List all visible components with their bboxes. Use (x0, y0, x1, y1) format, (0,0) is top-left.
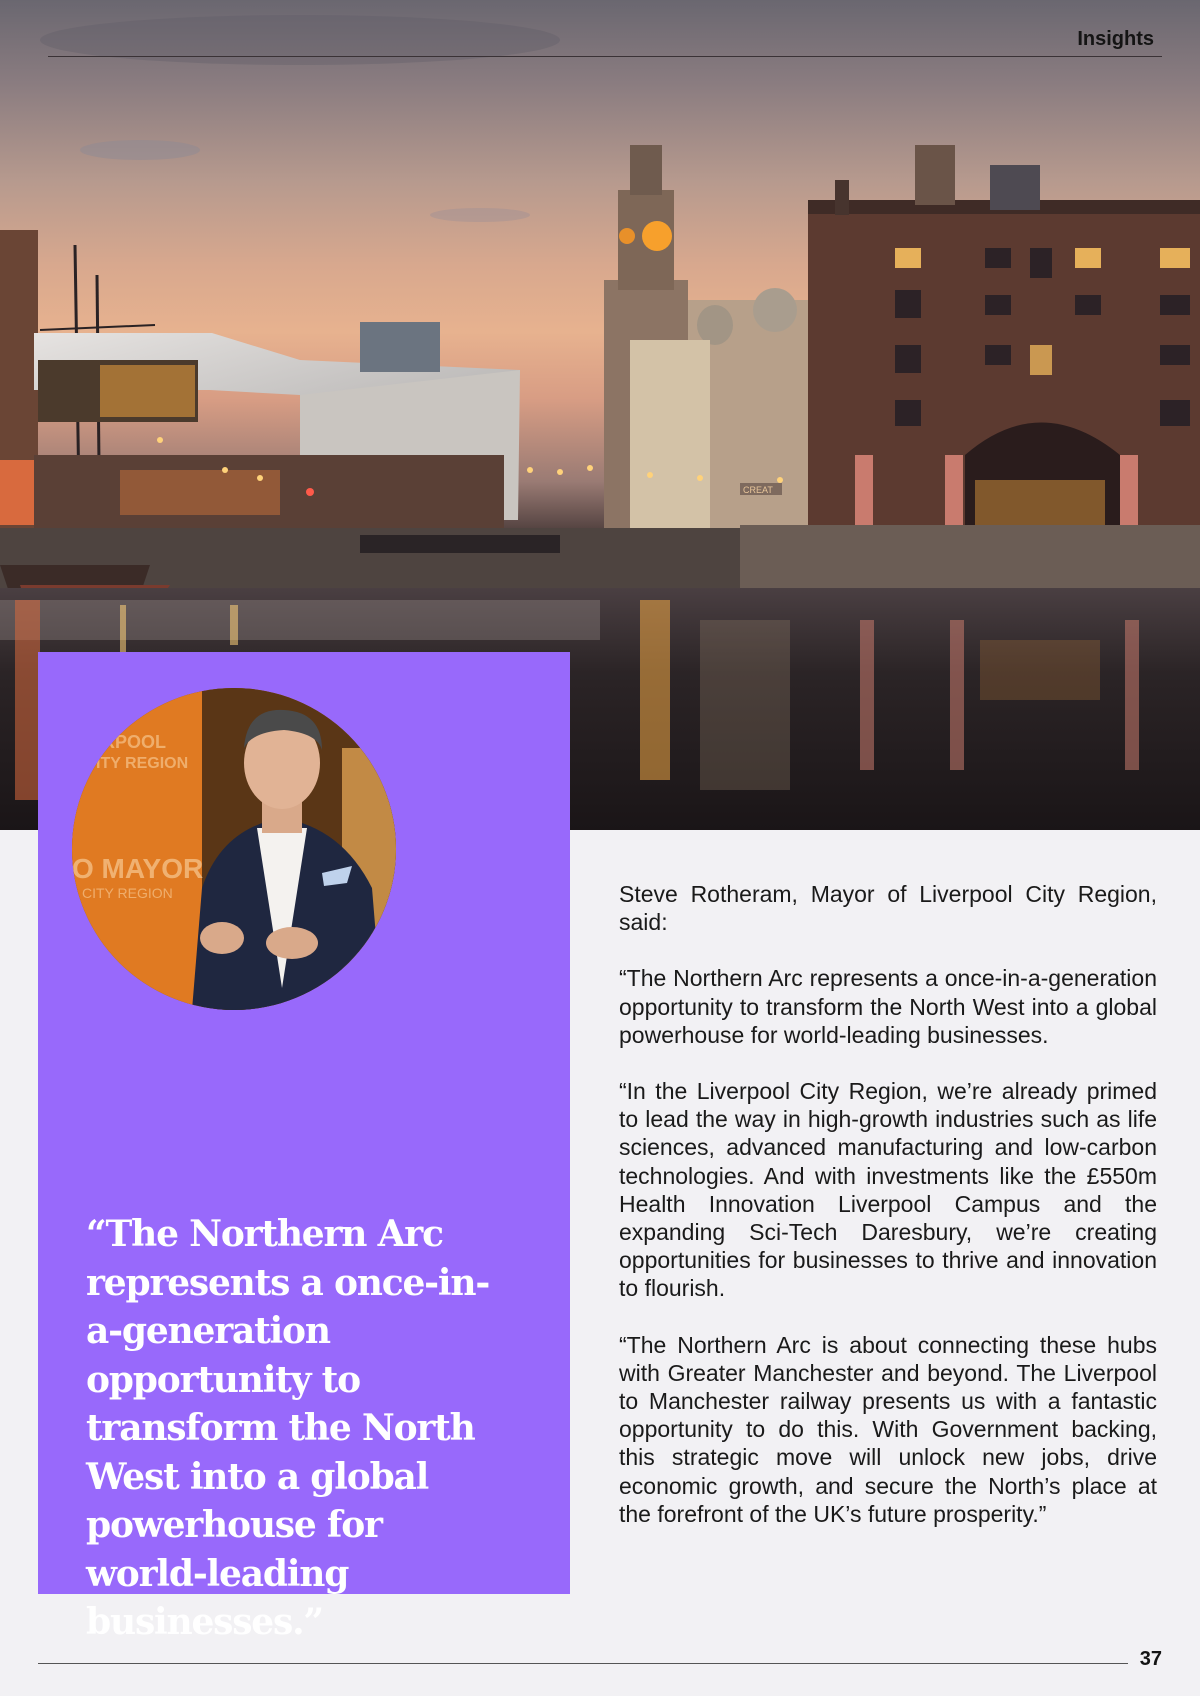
footer-rule (38, 1663, 1128, 1664)
svg-text:O MAYOR: O MAYOR (72, 853, 204, 884)
portrait-photo (72, 688, 396, 1010)
page-number: 37 (1139, 1648, 1162, 1670)
hero-sign-text: CREAT (743, 485, 773, 495)
article-paragraph: “The Northern Arc is about connecting these hubs with Greater Manchester and beyond. The Liverpool to Manchester railway presents us with a fantastic opportunity to do this. With Government backing, this strategic move will unlock new jobs, drive economic growth, and secure the North’s place at the forefront of the UK’s future prosperity.” (619, 1331, 1157, 1527)
portrait-illustration (72, 688, 396, 1010)
svg-text:ITY REGION: ITY REGION (96, 755, 189, 772)
pull-quote: “The Northern Arc represents a once-in-a-generation opportunity to transform the North West into a global powerhouse for world-leading businesses.” (86, 1213, 490, 1643)
header-rule (48, 56, 1162, 57)
article-paragraph: “In the Liverpool City Region, we’re already primed to lead the way in high-growth industries such as life sciences, advanced manufacturing and low-carbon technologies. And with investments like the £550m Health Innovation Liverpool Campus and the expanding Sci-Tech Daresbury, we’re creating opportunities for businesses to thrive and innovation to flourish. (619, 1078, 1157, 1302)
svg-text:CITY REGION: CITY REGION (82, 885, 173, 901)
svg-text:RPOOL: RPOOL (102, 732, 167, 752)
section-label: Insights (1077, 28, 1154, 50)
quote-card (38, 652, 570, 1643)
article-body (619, 880, 1157, 1556)
article-paragraph: Steve Rotheram, Mayor of Liverpool City Region, said: (619, 881, 1157, 936)
article-paragraph: “The Northern Arc represents a once-in-a-generation opportunity to transform the North West into a global powerhouse for world-leading businesses. (619, 965, 1157, 1048)
